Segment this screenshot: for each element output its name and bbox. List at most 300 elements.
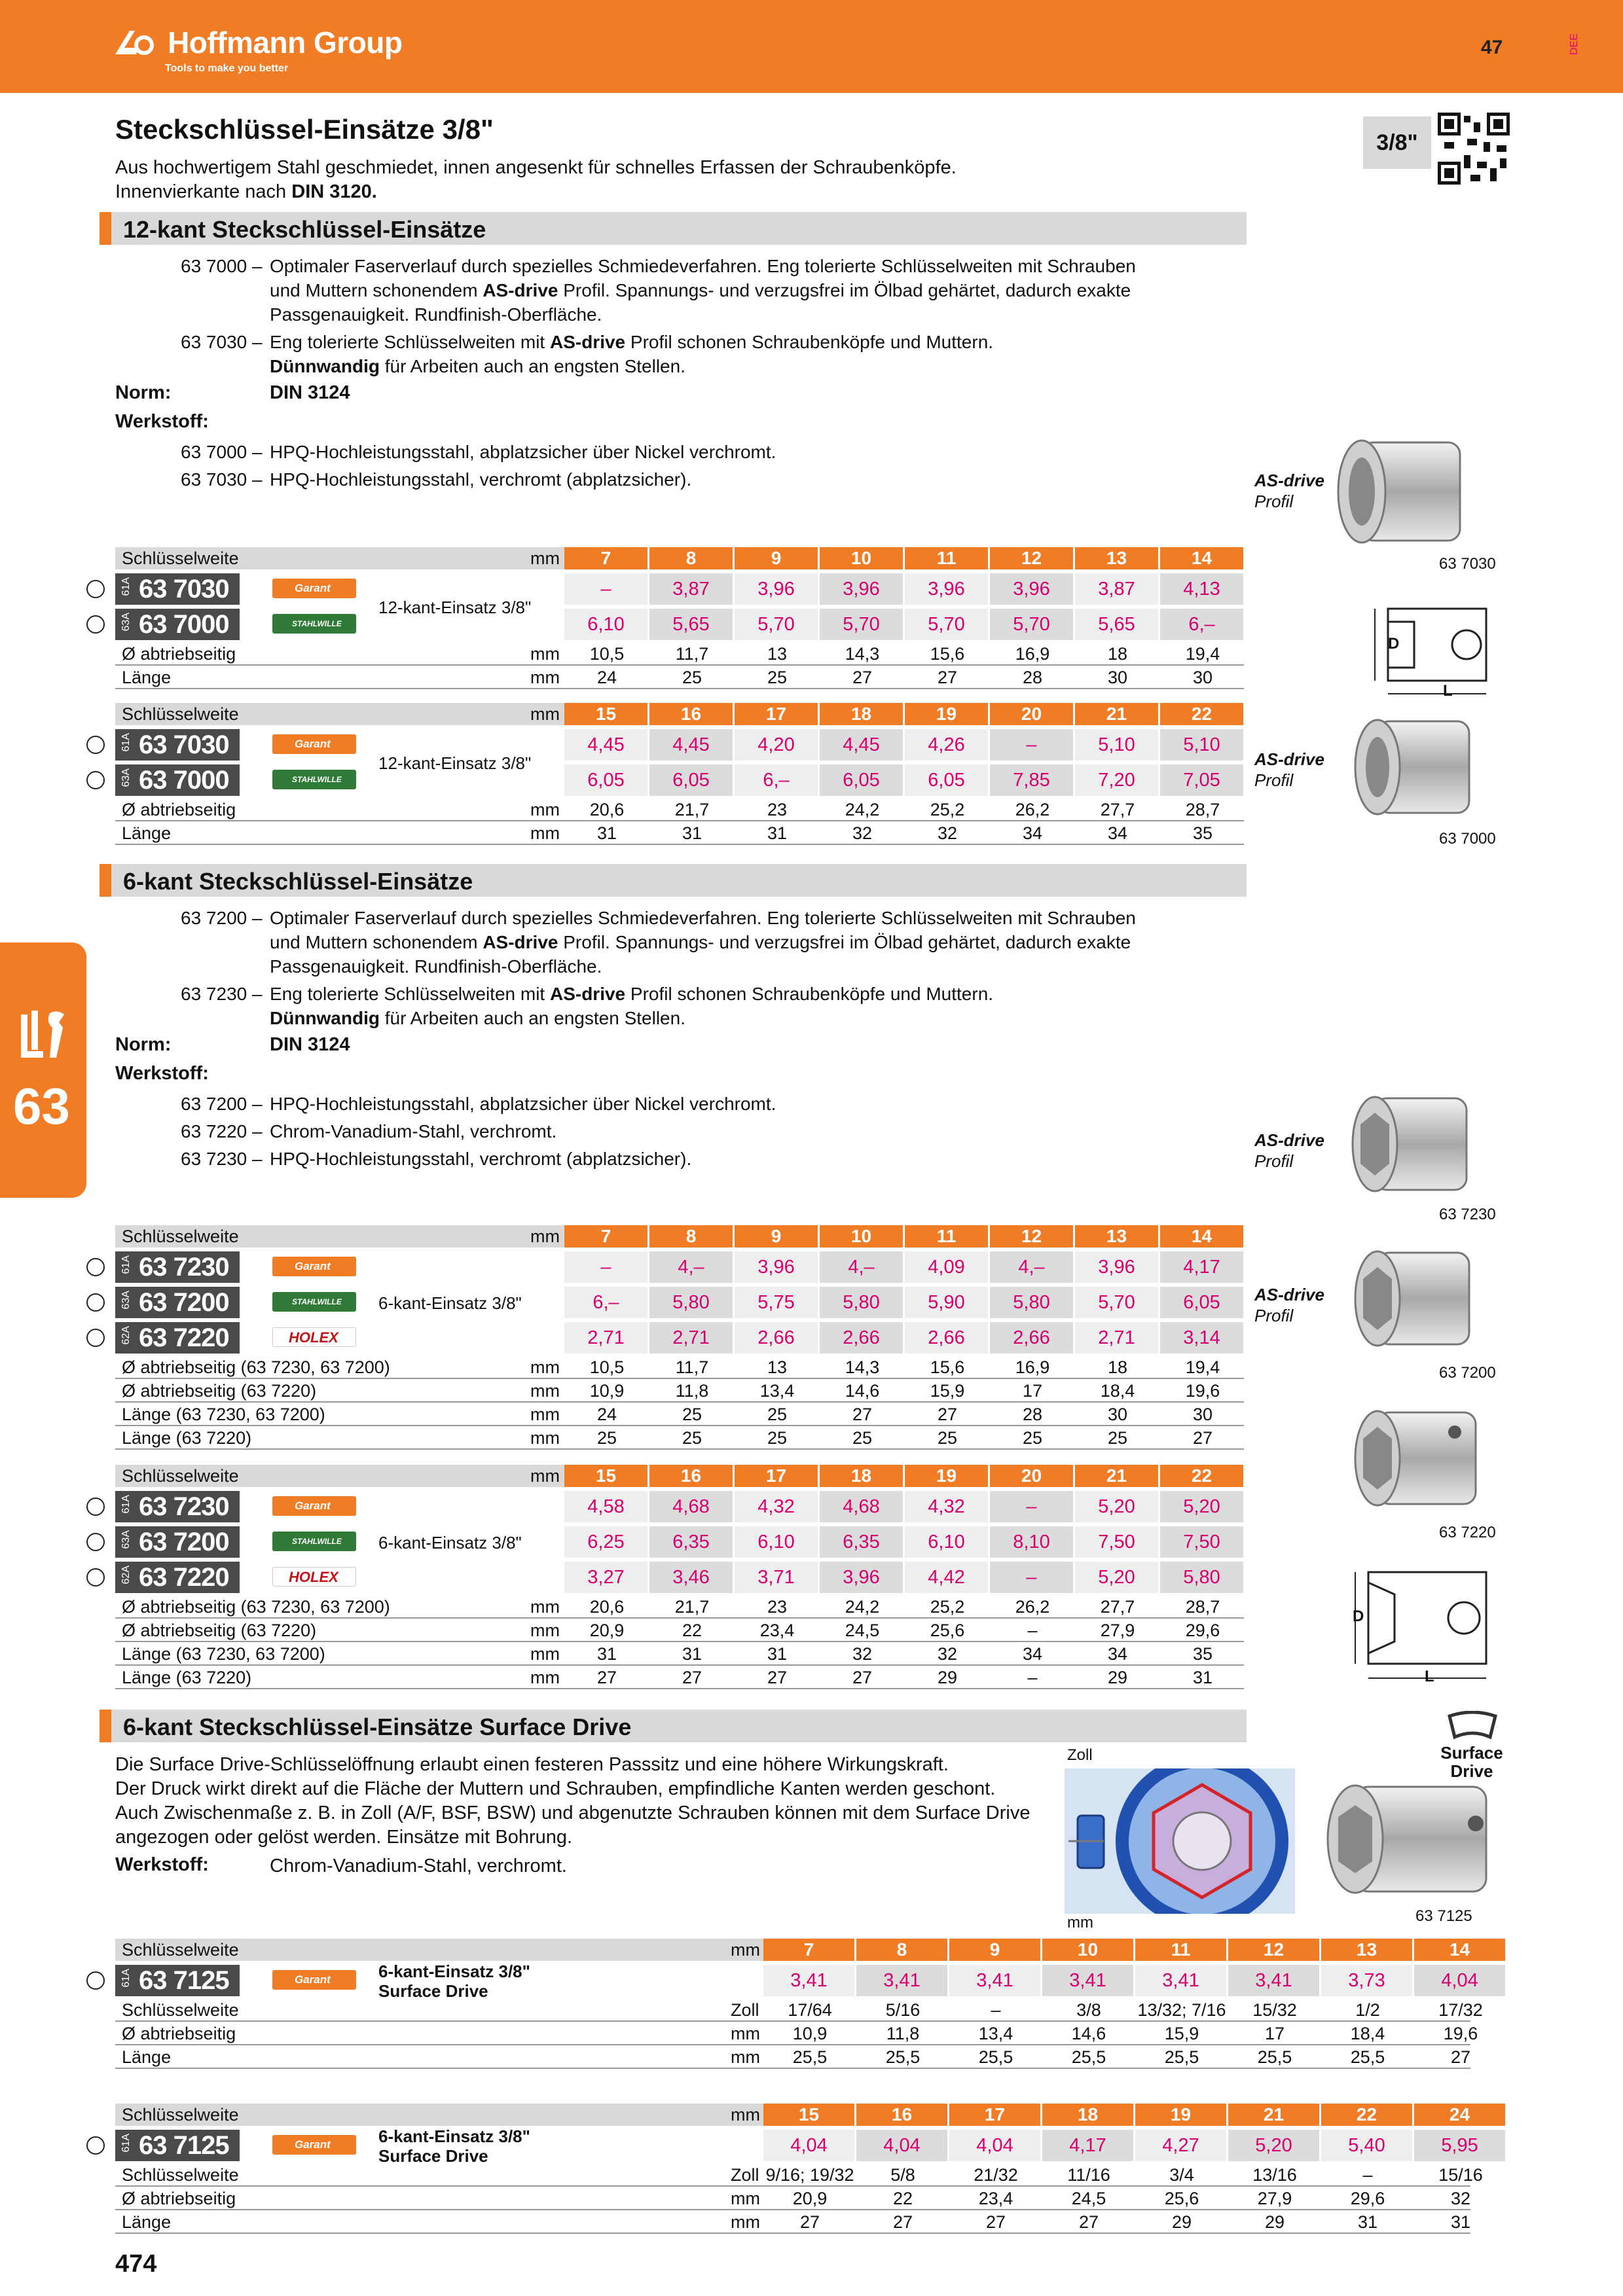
detail-unit: mm (530, 1381, 560, 1401)
price-cell: 6,35 (649, 1526, 735, 1558)
price-cell: – (564, 1251, 649, 1283)
detail-cell: 5/8 (890, 2165, 915, 2185)
select-radio[interactable] (86, 771, 105, 789)
detail-cell: 27 (1078, 2212, 1099, 2232)
size-header-cell: 13 (1321, 1939, 1414, 1961)
detail-cell: 28,7 (1185, 800, 1220, 819)
select-radio[interactable] (86, 1971, 105, 1990)
price-cell: 2,71 (1075, 1322, 1160, 1354)
detail-cell: 20,6 (589, 1597, 625, 1617)
size-header-cell: 12 (990, 547, 1075, 569)
price-cell: 5,20 (1075, 1491, 1160, 1522)
detail-cell: 14,6 (1071, 2024, 1106, 2043)
article-number-box[interactable] (115, 729, 240, 761)
spec-text: Optimaler Faserverlauf durch spezielles Schmiedeverfahren. Eng tolerierte Schlüsselweiten mit Schrauben (270, 908, 1136, 928)
price-cell: 4,42 (905, 1562, 990, 1593)
intro-line-2 (115, 180, 377, 204)
detail-cell: 25,5 (1164, 2047, 1199, 2067)
price-cell: 4,17 (1042, 2130, 1135, 2161)
article-number-box[interactable] (115, 1322, 240, 1354)
detail-cell: 24,5 (845, 1621, 880, 1640)
spec-text: Passgenauigkeit. Rundfinish-Oberfläche. (270, 304, 602, 325)
detail-cell: 23,4 (759, 1621, 795, 1640)
size-header-cell: 22 (1321, 2104, 1414, 2126)
article-prefix: 63A (120, 613, 132, 632)
as-drive-bold: AS-drive (549, 984, 626, 1004)
detail-row (115, 1596, 1244, 1619)
select-radio[interactable] (86, 1258, 105, 1276)
detail-label: Ø abtriebseitig (63 7230, 63 7200) (122, 1597, 390, 1617)
detail-cell: 27 (799, 2212, 820, 2232)
size-header-cell: 19 (905, 703, 990, 725)
section-accent (100, 864, 111, 897)
material-text: HPQ-Hochleistungsstahl, abplatzsicher über Nickel verchromt. (270, 442, 776, 462)
image-caption: 63 7000 (1439, 830, 1496, 848)
detail-cell: 32 (1450, 2189, 1471, 2208)
price-cell: 4,04 (1414, 1965, 1507, 1996)
price-cell: 4,32 (735, 1491, 820, 1522)
detail-unit: mm (731, 2212, 760, 2232)
detail-cell: 25 (852, 1428, 873, 1448)
brand-logo-garant: Garant (272, 1257, 356, 1276)
spec-text (270, 354, 685, 378)
article-number-box[interactable] (115, 1526, 240, 1558)
detail-cell: 34 (1022, 1644, 1043, 1664)
price-cell: 5,65 (1075, 609, 1160, 640)
socket-image-637200 (1351, 1241, 1482, 1356)
detail-unit: mm (530, 644, 560, 664)
spec-code: 63 7200 – (181, 908, 263, 928)
detail-cell: 35 (1192, 823, 1213, 843)
price-cell: 4,13 (1160, 573, 1245, 605)
size-header-cell: 10 (820, 1225, 905, 1247)
price-cell: 6,05 (564, 764, 649, 796)
detail-cell: 32 (852, 1644, 873, 1664)
norm-value: DIN 3124 (270, 382, 350, 403)
detail-cell: 30 (1192, 1405, 1213, 1424)
detail-cell: 13 (767, 1357, 788, 1377)
detail-cell: 23 (767, 800, 788, 819)
product-description: 12-kant-Einsatz 3/8" (378, 598, 532, 617)
spec-code: 63 7000 – (181, 256, 263, 276)
detail-cell: 11,8 (886, 2024, 920, 2043)
detail-row (115, 1356, 1244, 1379)
article-number-box[interactable] (115, 1491, 240, 1522)
norm-label: Norm: (115, 382, 172, 403)
detail-cell: 31 (596, 823, 617, 843)
detail-cell: 13,4 (759, 1381, 795, 1401)
price-cell: 4,04 (949, 2130, 1042, 2161)
detail-cell: 25 (767, 1428, 788, 1448)
norm-value: DIN 3124 (270, 1034, 350, 1055)
article-prefix: 63A (120, 1291, 132, 1310)
detail-unit: mm (530, 1405, 560, 1424)
size-header-cell: 18 (1042, 2104, 1135, 2126)
detail-row (115, 2164, 1483, 2187)
product-description: Surface Drive (378, 1981, 488, 2001)
article-prefix: 61A (120, 733, 132, 752)
spec-text-part: Eng tolerierte Schlüsselweiten mit (270, 332, 550, 352)
detail-cell: 21,7 (674, 1597, 710, 1617)
spec-text (270, 330, 993, 354)
detail-cell: 25,2 (930, 1597, 965, 1617)
detail-row (115, 666, 1244, 689)
detail-cell: 26,2 (1015, 1597, 1050, 1617)
detail-cell: 35 (1192, 1644, 1213, 1664)
detail-cell: 22 (892, 2189, 913, 2208)
product-description: 12-kant-Einsatz 3/8" (378, 753, 532, 773)
price-cell: 3,96 (1075, 1251, 1160, 1283)
size-header-cell: 17 (949, 2104, 1042, 2126)
detail-cell: 18 (1107, 1357, 1128, 1377)
detail-label: Ø abtriebseitig (122, 644, 236, 664)
as-drive-title: AS-drive (1254, 1130, 1324, 1150)
size-header-cell: 9 (735, 547, 820, 569)
article-number-box[interactable] (115, 573, 240, 605)
detail-cell: 31 (1192, 1668, 1213, 1687)
detail-cell: 25,6 (930, 1621, 965, 1640)
price-cell: 3,96 (820, 1562, 905, 1593)
size-header-cell: 17 (735, 1465, 820, 1487)
detail-cell: 25,5 (885, 2047, 921, 2067)
article-number: 63 7125 (139, 2131, 229, 2160)
detail-cell: 27,7 (1100, 800, 1135, 819)
price-cell: 6,05 (649, 764, 735, 796)
detail-cell: 28 (1022, 1405, 1043, 1424)
detail-cell: 23 (767, 1597, 788, 1617)
size-header-cell: 14 (1414, 1939, 1507, 1961)
detail-label: Länge (122, 668, 172, 687)
price-cell: 4,27 (1135, 2130, 1228, 2161)
material-text: HPQ-Hochleistungsstahl, verchromt (abplatzsicher). (270, 1149, 692, 1169)
price-cell: 4,17 (1160, 1251, 1245, 1283)
price-cell: 2,66 (820, 1322, 905, 1354)
detail-cell: 27,9 (1100, 1621, 1135, 1640)
detail-cell: 25,5 (978, 2047, 1013, 2067)
detail-unit: mm (530, 1428, 560, 1448)
detail-cell: 5/16 (885, 2000, 921, 2020)
spec-code: 63 7230 – (181, 984, 263, 1004)
product-row (115, 2128, 1478, 2162)
brand-logo-garant: Garant (272, 1496, 356, 1516)
detail-cell: 25 (767, 668, 788, 687)
profil-label: Profil (1254, 492, 1294, 511)
detail-cell: – (991, 2000, 1001, 2020)
article-prefix: 61A (120, 2134, 132, 2153)
detail-cell: 24,5 (1071, 2189, 1106, 2208)
select-radio[interactable] (86, 1533, 105, 1551)
article-number: 63 7220 (139, 1563, 229, 1592)
table-header-row (115, 1939, 1470, 1961)
material-value: Chrom-Vanadium-Stahl, verchromt. (270, 1856, 567, 1876)
detail-cell: 13 (767, 644, 788, 664)
price-cell: 6,10 (905, 1526, 990, 1558)
surface-drive-diagram (1065, 1768, 1295, 1914)
detail-cell: – (1027, 1621, 1038, 1640)
detail-cell: 10,5 (589, 644, 625, 664)
select-radio[interactable] (86, 1498, 105, 1516)
size-header-cell: 12 (1228, 1939, 1321, 1961)
price-cell: 7,50 (1075, 1526, 1160, 1558)
detail-cell: 27,7 (1100, 1597, 1135, 1617)
price-cell: 4,– (649, 1251, 735, 1283)
select-radio[interactable] (86, 2136, 105, 2155)
detail-row (115, 643, 1244, 666)
image-caption: 63 7220 (1439, 1524, 1496, 1541)
price-cell: 5,65 (649, 609, 735, 640)
detail-cell: 20,9 (792, 2189, 828, 2208)
price-cell: 7,85 (990, 764, 1075, 796)
detail-label: Länge (122, 2047, 172, 2067)
article-number-box[interactable] (115, 2130, 240, 2161)
price-cell: 3,96 (905, 573, 990, 605)
brand-logo-stahlwille: STAHLWILLE (272, 1532, 356, 1551)
detail-cell: 25,5 (1257, 2047, 1292, 2067)
product-description: 6-kant-Einsatz 3/8" (378, 2126, 530, 2146)
detail-row (115, 2022, 1478, 2045)
product-row (115, 763, 1244, 797)
detail-cell: 15,6 (930, 644, 965, 664)
spec-text-part: Profil schonen Schraubenköpfe und Muttern. (625, 984, 994, 1004)
select-radio[interactable] (86, 1329, 105, 1347)
price-cell: 3,96 (735, 1251, 820, 1283)
surface-text-2: Der Druck wirkt direkt auf die Fläche der Muttern und Schrauben, empfindliche Kanten werden geschont. (115, 1778, 996, 1799)
article-number-box[interactable] (115, 1251, 240, 1283)
size-header-cell: 7 (564, 1225, 649, 1247)
select-radio[interactable] (86, 736, 105, 754)
detail-label: Länge (63 7230, 63 7200) (122, 1405, 325, 1424)
detail-unit: mm (530, 823, 560, 843)
section-accent (100, 212, 111, 245)
detail-cell: 13,4 (978, 2024, 1013, 2043)
detail-cell: 16,9 (1015, 1357, 1050, 1377)
detail-cell: 27 (1192, 1428, 1213, 1448)
price-cell: 5,80 (990, 1287, 1075, 1318)
product-row (115, 728, 1244, 762)
size-header-cell: 14 (1160, 1225, 1245, 1247)
detail-cell: 17/64 (788, 2000, 832, 2020)
image-caption: 63 7125 (1415, 1907, 1472, 1925)
size-header-cell: 11 (905, 1225, 990, 1247)
material-code: 63 7200 – (181, 1094, 263, 1114)
article-prefix: 63A (120, 768, 132, 787)
detail-cell: 27 (767, 1668, 788, 1687)
detail-cell: 11,8 (675, 1381, 709, 1401)
detail-cell: 27 (892, 2212, 913, 2232)
size-header-cell: 11 (905, 547, 990, 569)
language-code: DEE (1569, 33, 1580, 55)
detail-cell: 14,3 (845, 644, 880, 664)
price-cell: 7,20 (1075, 764, 1160, 796)
detail-cell: 31 (682, 1644, 702, 1664)
price-cell: 5,20 (1075, 1562, 1160, 1593)
product-row (115, 1490, 1244, 1524)
header-unit: mm (530, 548, 560, 568)
detail-row (115, 1999, 1483, 2022)
section-title: 6-kant Steckschlüssel-Einsätze (123, 868, 473, 895)
table-header-row (115, 1465, 1244, 1487)
price-cell: 6,05 (1160, 1287, 1245, 1318)
size-header-cell: 20 (990, 703, 1075, 725)
spec-text (270, 930, 1131, 954)
detail-row (115, 2211, 1470, 2234)
article-prefix: 61A (120, 1255, 132, 1274)
detail-unit: mm (530, 1357, 560, 1377)
detail-label: Ø abtriebseitig (122, 800, 236, 819)
detail-cell: 29,6 (1185, 1621, 1220, 1640)
table-header-row (115, 2104, 1470, 2126)
select-radio[interactable] (86, 580, 105, 598)
size-header-cell: 24 (1414, 2104, 1507, 2126)
image-caption: 63 7230 (1439, 1206, 1496, 1223)
detail-cell: 32 (937, 1644, 958, 1664)
price-cell: 4,58 (564, 1491, 649, 1522)
dimension-l: L (1425, 1668, 1434, 1685)
detail-cell: 21,7 (674, 800, 710, 819)
tools-icon (17, 1008, 69, 1060)
socket-image-637230 (1349, 1086, 1482, 1204)
detail-cell: 27 (852, 668, 873, 687)
price-cell: 5,10 (1160, 729, 1245, 761)
article-number-box[interactable] (115, 1965, 240, 1996)
price-cell: 5,80 (649, 1287, 735, 1318)
select-radio[interactable] (86, 615, 105, 634)
price-cell: 5,70 (1075, 1287, 1160, 1318)
article-number-box[interactable] (115, 1562, 240, 1593)
surface-text-4: angezogen oder gelöst werden. Einsätze mit Bohrung. (115, 1827, 573, 1848)
page-number: 474 (115, 2250, 157, 2278)
price-cell: 6,– (564, 1287, 649, 1318)
detail-cell: 20,6 (589, 800, 625, 819)
detail-cell: 24 (596, 668, 617, 687)
detail-cell: 19,6 (1185, 1381, 1220, 1401)
price-cell: 3,87 (649, 573, 735, 605)
article-number: 63 7200 (139, 1288, 229, 1317)
size-header-cell: 16 (856, 2104, 949, 2126)
surface-text-1: Die Surface Drive-Schlüsselöffnung erlaubt einen festeren Passsitz und eine höhere Wirkungskraft. (115, 1754, 949, 1775)
select-radio[interactable] (86, 1293, 105, 1312)
price-cell: 5,70 (735, 609, 820, 640)
price-cell: 5,10 (1075, 729, 1160, 761)
as-drive-note-4 (1254, 1284, 1324, 1326)
price-cell: 5,70 (905, 609, 990, 640)
size-header-cell: 17 (735, 703, 820, 725)
select-radio[interactable] (86, 1568, 105, 1587)
price-cell: 6,– (735, 764, 820, 796)
size-header-cell: 15 (763, 2104, 856, 2126)
price-cell: 3,41 (763, 1965, 856, 1996)
price-cell: 4,04 (856, 2130, 949, 2161)
product-row (115, 607, 1244, 641)
article-number-box[interactable] (115, 1287, 240, 1318)
size-header-cell: 18 (820, 703, 905, 725)
brand-logo-garant: Garant (272, 1970, 356, 1990)
detail-cell: 21/32 (974, 2165, 1018, 2185)
price-cell: 6,10 (735, 1526, 820, 1558)
price-cell: 6,– (1160, 609, 1245, 640)
chapter-tab[interactable] (0, 942, 86, 1198)
detail-cell: 26,2 (1015, 800, 1050, 819)
price-cell: 3,87 (1075, 573, 1160, 605)
header-label: Schlüsselweite (122, 1466, 239, 1486)
price-cell: 4,68 (820, 1491, 905, 1522)
size-header-cell: 8 (649, 1225, 735, 1247)
price-cell: 2,66 (990, 1322, 1075, 1354)
article-number: 63 7220 (139, 1323, 229, 1352)
profil-label: Profil (1254, 1151, 1294, 1171)
header-label: Schlüsselweite (122, 704, 239, 724)
brand-logo-garant: Garant (272, 2135, 356, 2155)
spec-text (270, 982, 993, 1006)
price-cell: 6,05 (820, 764, 905, 796)
price-cell: 5,70 (990, 609, 1075, 640)
article-number: 63 7030 (139, 575, 229, 603)
material-label: Werkstoff: (115, 1063, 209, 1084)
intro-line-1: Aus hochwertigem Stahl geschmiedet, innen angesenkt für schnelles Erfassen der Schraubenköpfe. (115, 157, 957, 178)
dimension-l: L (1443, 682, 1453, 700)
detail-cell: 29 (1107, 1668, 1128, 1687)
article-prefix: 61A (120, 577, 132, 596)
size-header-cell: 9 (735, 1225, 820, 1247)
header-unit: mm (530, 704, 560, 724)
detail-cell: 23,4 (978, 2189, 1013, 2208)
article-number-box[interactable] (115, 764, 240, 796)
material-code: 63 7230 – (181, 1149, 263, 1169)
detail-cell: 31 (1450, 2212, 1471, 2232)
size-header-cell: 15 (564, 1465, 649, 1487)
detail-unit: Zoll (731, 2000, 759, 2020)
price-cell: 8,10 (990, 1526, 1075, 1558)
price-cell: 4,04 (763, 2130, 856, 2161)
detail-cell: 34 (1107, 823, 1128, 843)
article-number: 63 7200 (139, 1528, 229, 1556)
price-cell: 3,96 (735, 573, 820, 605)
price-cell: 4,45 (820, 729, 905, 761)
section-header-surface-drive (100, 1710, 1247, 1742)
detail-cell: 14,6 (845, 1381, 880, 1401)
qr-code-icon[interactable] (1438, 113, 1510, 185)
article-number: 63 7000 (139, 766, 229, 795)
detail-row (115, 1643, 1244, 1666)
brand-logo-stahlwille: STAHLWILLE (272, 614, 356, 634)
detail-cell: 15,6 (930, 1357, 965, 1377)
detail-cell: 11,7 (675, 1357, 709, 1377)
price-cell: 6,35 (820, 1526, 905, 1558)
price-cell: 5,80 (1160, 1562, 1245, 1593)
price-cell: 5,70 (820, 609, 905, 640)
detail-cell: 27 (985, 2212, 1006, 2232)
price-cell: 2,66 (735, 1322, 820, 1354)
price-cell: 5,95 (1414, 2130, 1507, 2161)
detail-cell: 10,5 (589, 1357, 625, 1377)
detail-cell: 25 (1107, 1428, 1128, 1448)
article-prefix: 62A (120, 1326, 132, 1345)
detail-cell: 14,3 (845, 1357, 880, 1377)
detail-cell: 13/16 (1252, 2165, 1297, 2185)
detail-unit: mm (731, 2024, 760, 2043)
material-text: HPQ-Hochleistungsstahl, abplatzsicher über Nickel verchromt. (270, 1094, 776, 1114)
diagram-label-mm: mm (1067, 1914, 1093, 1931)
price-cell: 5,20 (1160, 1491, 1245, 1522)
detail-cell: 29 (1264, 2212, 1285, 2232)
detail-cell: 3/4 (1169, 2165, 1194, 2185)
detail-cell: 31 (596, 1644, 617, 1664)
detail-cell: 11/16 (1067, 2165, 1110, 2185)
detail-cell: 20,9 (589, 1621, 625, 1640)
article-number-box[interactable] (115, 609, 240, 640)
surface-drive-label: Surface Drive (1440, 1743, 1503, 1781)
size-header-cell: 10 (1042, 1939, 1135, 1961)
